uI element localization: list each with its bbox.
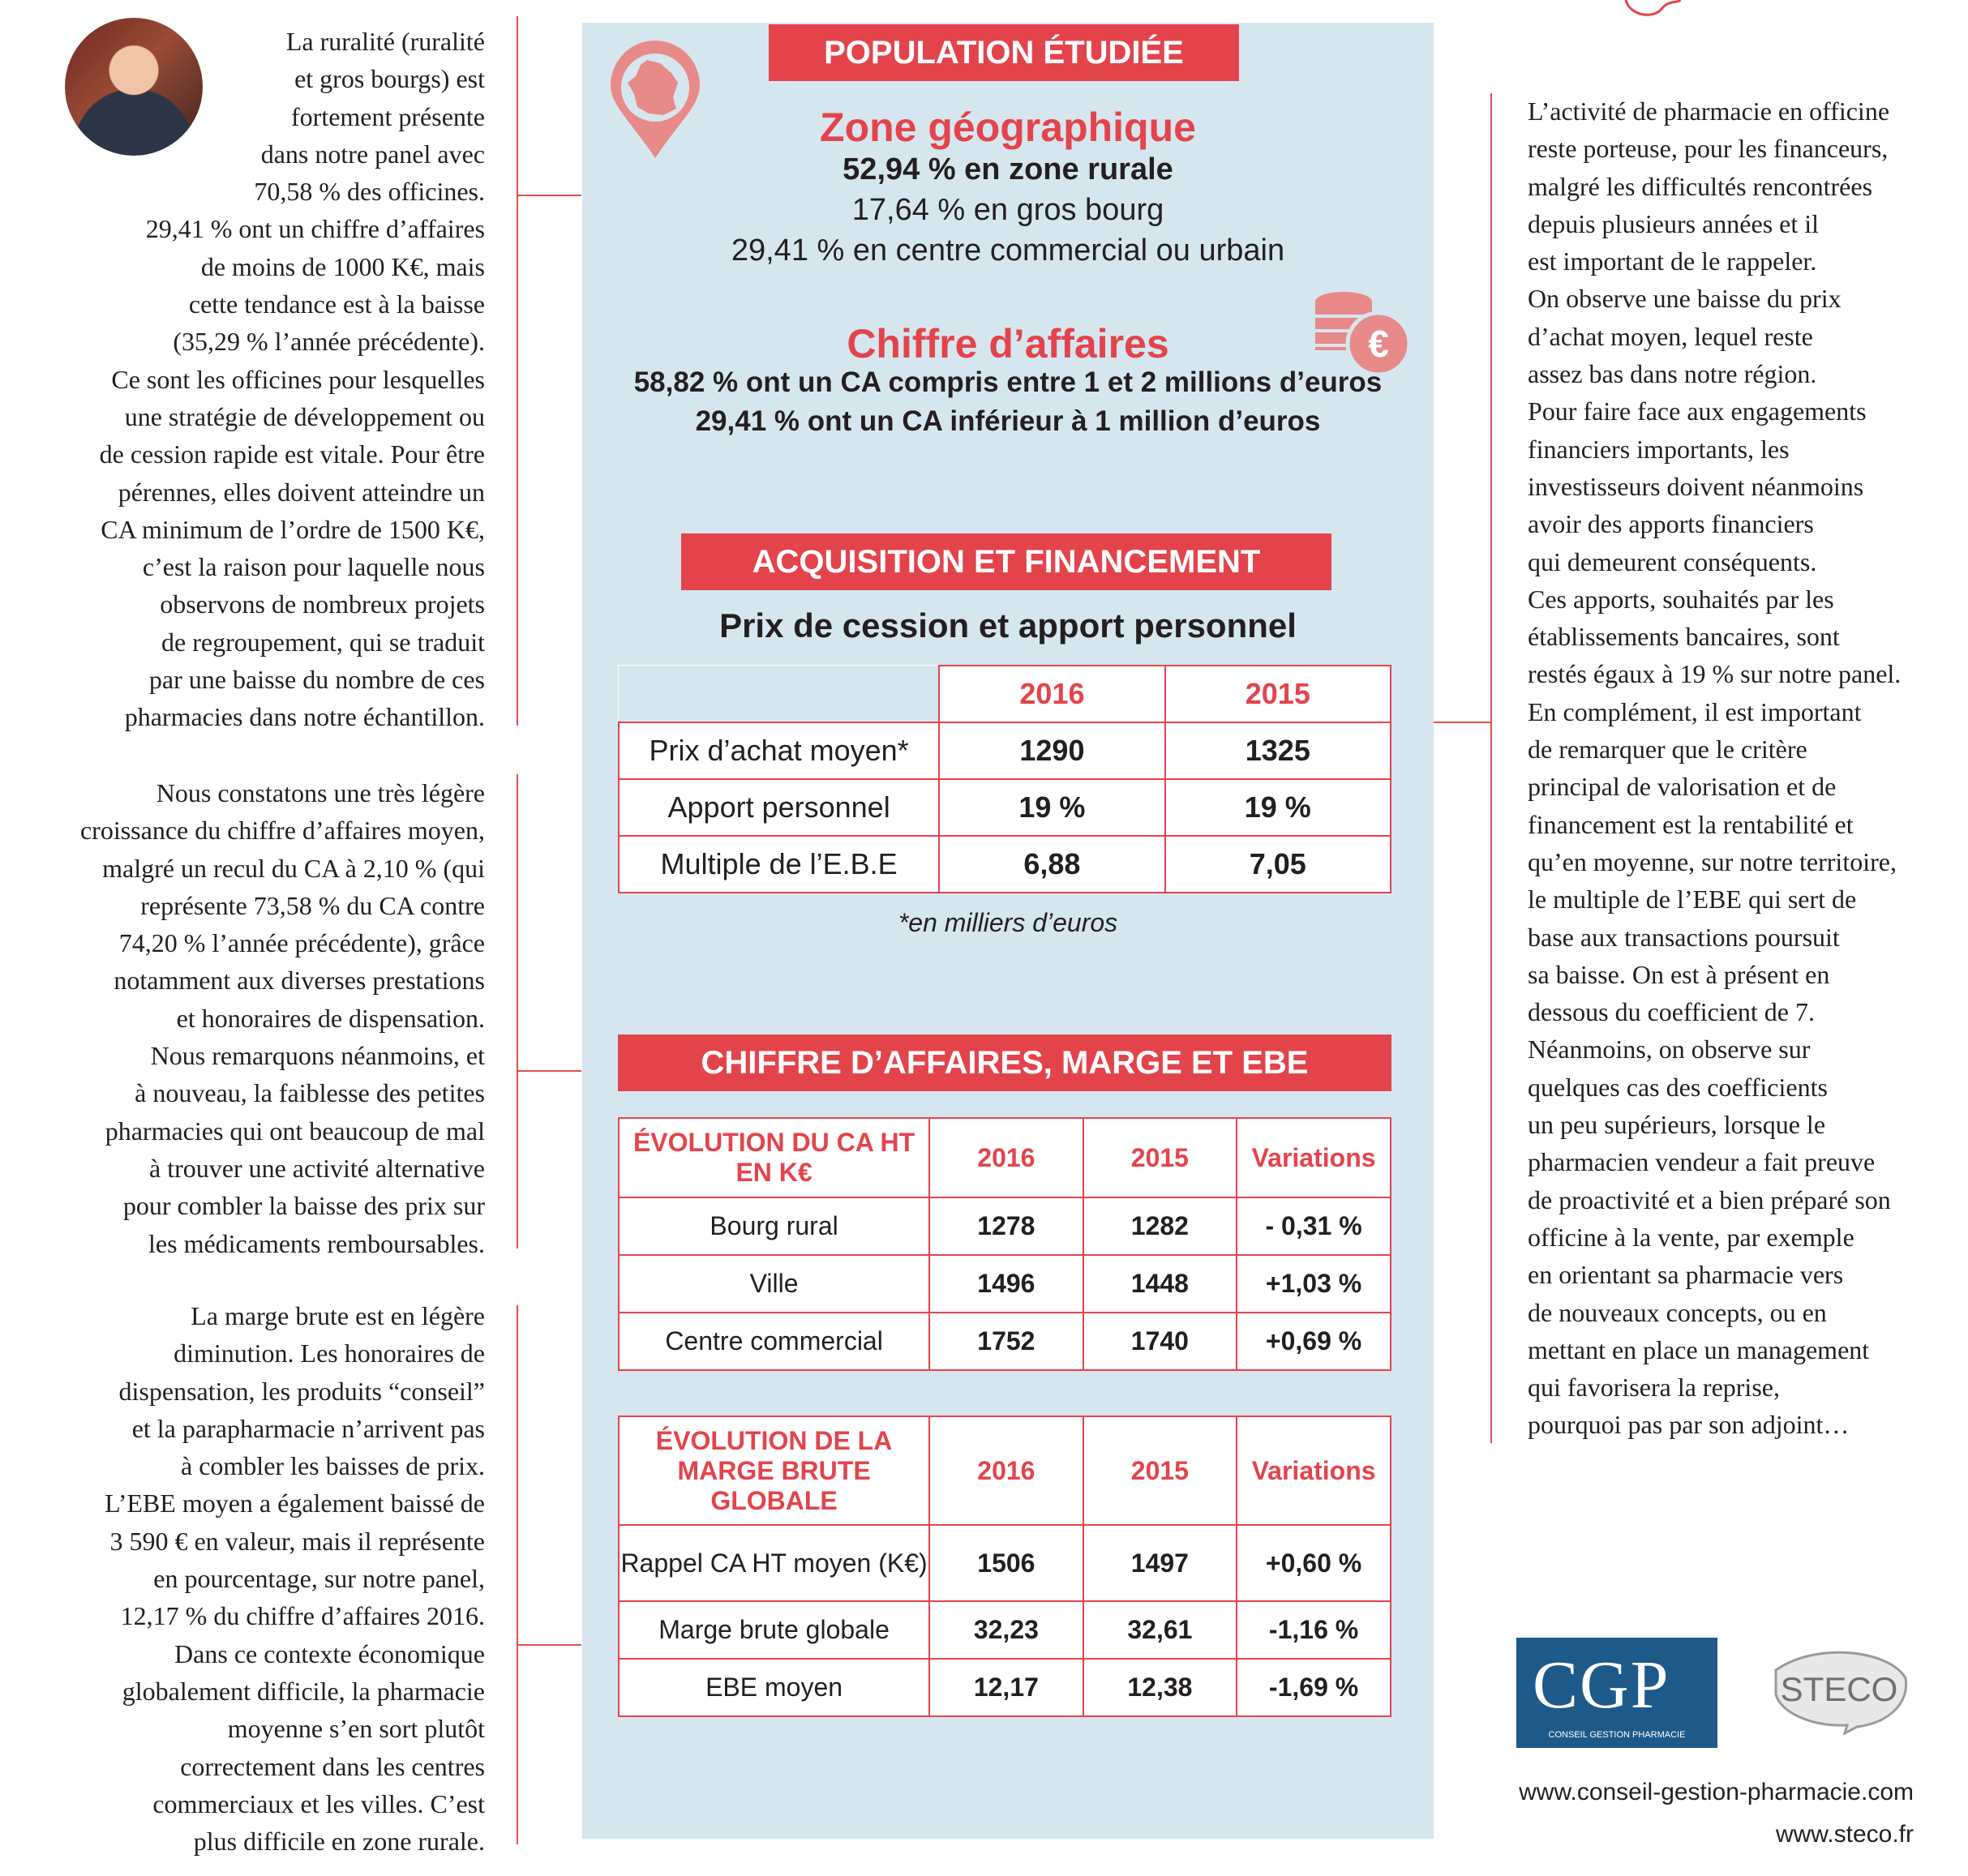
value-2015: 1325 — [1165, 722, 1391, 779]
left-divider-1 — [517, 16, 518, 726]
cgp-logo-text: CGP — [1533, 1647, 1670, 1723]
ca-evolution-table — [618, 1117, 1391, 1371]
table-row — [619, 1601, 1391, 1659]
value-2016: 1278 — [929, 1197, 1083, 1255]
table-row — [619, 779, 1391, 836]
value-2016: 1506 — [929, 1525, 1083, 1601]
table-row — [619, 836, 1391, 893]
left-divider-2 — [517, 774, 518, 1249]
row-label: Multiple de l’E.B.E — [619, 836, 939, 893]
value-variation: +0,60 % — [1237, 1525, 1391, 1601]
value-2015: 12,38 — [1083, 1659, 1237, 1716]
value-2016: 6,88 — [939, 836, 1164, 893]
value-2016: 32,23 — [929, 1601, 1083, 1659]
left-connector-1 — [517, 195, 581, 196]
left-paragraph-1-text: La ruralité (ruralité et gros bourgs) est fortement présente dans notre panel avec 70,58 % des officines. 29,41 % ont un chiffre d’affaires de moins de 1000 K€, mais cette tendance est à la baisse (35,29 % l’année précédente). Ce sont les officines pour lesquelles une stratégie de développement ou de cession rapide est vitale. Pour être pérennes, elles doivent atteindre un CA minimum de l’ordre de 1500 K€, c’est la raison pour laquelle nous observons de nombreux projets de regroupement, qui se traduit par une baisse du nombre de ces pharmacies dans notre échantillon. — [99, 27, 485, 732]
value-2015: 1448 — [1083, 1255, 1237, 1313]
ca-line-2: 29,41 % ont un CA inférieur à 1 million d’euros — [695, 405, 1321, 437]
marge-evolution-header-2016: 2016 — [929, 1416, 1083, 1525]
acquisition-subtitle: Prix de cession et apport personnel — [719, 606, 1297, 645]
url-cgp-link[interactable]: www.conseil-gestion-pharmacie.com — [1519, 1779, 1914, 1805]
value-variation: -1,69 % — [1237, 1659, 1391, 1716]
zone-line-3: 29,41 % en centre commercial ou urbain — [731, 233, 1285, 268]
table-row — [619, 1525, 1391, 1601]
marge-evolution-table — [618, 1416, 1391, 1717]
row-label: EBE moyen — [619, 1659, 929, 1716]
value-2016: 1752 — [929, 1313, 1083, 1370]
acquisition-banner — [681, 533, 1331, 590]
ca-title: Chiffre d’affaires — [847, 321, 1169, 366]
left-divider-3 — [517, 1305, 518, 1844]
ca-evolution-header-2016: 2016 — [929, 1118, 1083, 1197]
value-2016: 1496 — [929, 1255, 1083, 1313]
left-paragraph-2-text: Nous constatons une très légère croissance du chiffre d’affaires moyen, malgré un recul du CA à 2,10 % (qui représente 73,58 % du CA contre 74,20 % l’année précédente), grâce notamment aux diverses prestations et honoraires de dispensation. Nous remarquons néanmoins, et à nouveau, la faiblesse des petites pharmacies qui ont beaucoup de mal à trouver une activité alternative pour combler la baisse des prix sur les médicaments remboursables. — [79, 778, 485, 1258]
chiffre-banner — [618, 1034, 1391, 1091]
ca-line-1: 58,82 % ont un CA compris entre 1 et 2 millions d’euros — [633, 366, 1383, 398]
marge-evolution-header-label: ÉVOLUTION DE LA MARGE BRUTE GLOBALE — [619, 1416, 929, 1525]
svg-text:€: € — [1368, 323, 1389, 365]
table-row — [619, 722, 1391, 779]
row-label: Ville — [619, 1255, 929, 1313]
right-paragraph-text: L’activité de pharmacie en officine reste porteuse, pour les financeurs, malgré les difficultés rencontrées depuis plusieurs années et il est important de le rappeler. On observe une baisse du prix d’achat moyen, lequel reste assez bas dans notre région. Pour faire face aux engagements financiers importants, les investisseurs doivent néanmoins avoir des apports financiers qui demeurent conséquents. Ces apports, souhaités par les établissements bancaires, sont restés égaux à 19 % sur notre panel. En complément, il est important de remarquer que le critère principal de valorisation et de financement est la rentabilité et qu’en moyenne, sur notre territoire, le multiple de l’EBE qui sert de base aux transactions poursuit sa baisse. On est à présent en dessous du coefficient de 7. Néanmoins, on observe sur quelques cas des coefficients un peu supérieurs, lorsque le pharmacien vendeur a fait preuve de proactivité et a bien préparé son officine à la vente, par exemple en orientant sa pharmacie vers de nouveaux concepts, ou en mettant en place un management qui favorisera la reprise, pourquoi pas par son adjoint… — [1528, 96, 1902, 1440]
row-label: Rappel CA HT moyen (K€) — [619, 1525, 929, 1601]
left-paragraph-3 — [31, 1297, 485, 1860]
url-steco-link[interactable]: www.steco.fr — [1775, 1821, 1914, 1848]
table-row — [619, 1659, 1391, 1716]
value-2015: 1282 — [1083, 1197, 1237, 1255]
value-variation: +1,03 % — [1237, 1255, 1391, 1313]
row-label: Centre commercial — [619, 1313, 929, 1370]
row-label: Marge brute globale — [619, 1601, 929, 1659]
acquisition-footnote: *en milliers d’euros — [898, 908, 1118, 937]
left-paragraph-2 — [31, 774, 485, 1262]
left-connector-2 — [517, 1070, 581, 1072]
value-variation: -1,16 % — [1237, 1601, 1391, 1659]
population-banner-text: POPULATION ÉTUDIÉE — [824, 35, 1184, 71]
cgp-logo-subtitle: CONSEIL GESTION PHARMACIE — [1548, 1730, 1686, 1740]
chiffre-banner-text: CHIFFRE D’AFFAIRES, MARGE ET EBE — [701, 1045, 1309, 1081]
urls — [1460, 1771, 1914, 1856]
zone-line-2: 17,64 % en gros bourg — [851, 193, 1164, 227]
table-row — [619, 1313, 1391, 1370]
acquisition-table — [618, 665, 1391, 893]
value-2016: 19 % — [939, 779, 1164, 836]
value-2015: 32,61 — [1083, 1601, 1237, 1659]
ca-evolution-header-label: ÉVOLUTION DU CA HT EN K€ — [619, 1118, 929, 1197]
value-2016: 12,17 — [929, 1659, 1083, 1716]
left-connector-3 — [517, 1644, 581, 1646]
value-2015: 1740 — [1083, 1313, 1237, 1370]
table-row — [619, 1255, 1391, 1313]
value-2015: 1497 — [1083, 1525, 1237, 1601]
zone-line-1: 52,94 % en zone rurale — [843, 152, 1173, 186]
steco-logo-text: STECO — [1780, 1670, 1898, 1708]
population-banner — [769, 24, 1239, 81]
marge-evolution-header-variations: Variations — [1237, 1416, 1391, 1525]
right-connector — [1434, 722, 1492, 723]
cgp-logo — [1516, 1638, 1717, 1748]
marge-evolution-header-2015: 2015 — [1083, 1416, 1237, 1525]
value-variation: +0,69 % — [1237, 1313, 1391, 1370]
decorative-swirl-icon — [1622, 0, 1687, 23]
row-label: Bourg rural — [619, 1197, 929, 1255]
value-2015: 19 % — [1165, 779, 1391, 836]
row-label: Prix d’achat moyen* — [619, 722, 939, 779]
value-variation: - 0,31 % — [1237, 1197, 1391, 1255]
left-paragraph-3-text: La marge brute est en légère diminution. Les honoraires de dispensation, les produits “conseil” et la parapharmacie n’arrivent pas à combler les baisses de prix. L’EBE moyen a également baissé de 3 590 € en valeur, mais il représente en pourcentage, sur notre panel, 12,17 % du chiffre d’affaires 2016. Dans ce contexte économique globalement difficile, la pharmacie moyenne s’en sort plutôt correctement dans les centres commerciaux et les villes. C’est plus difficile en zone rurale. — [105, 1301, 485, 1857]
left-paragraph-1 — [31, 23, 485, 736]
ca-evolution-header-variations: Variations — [1237, 1118, 1391, 1197]
table-row — [619, 1197, 1391, 1255]
marge-evolution-header-row — [619, 1416, 1391, 1525]
row-label: Apport personnel — [619, 779, 939, 836]
acquisition-header-2016: 2016 — [939, 666, 1164, 722]
ca-evolution-header-row — [619, 1118, 1391, 1197]
right-paragraph — [1528, 92, 1966, 1444]
value-2015: 7,05 — [1165, 836, 1391, 893]
acquisition-header-empty — [619, 666, 939, 722]
ca-evolution-header-2015: 2015 — [1083, 1118, 1237, 1197]
acquisition-header-2015: 2015 — [1165, 666, 1391, 722]
right-divider — [1490, 93, 1492, 1443]
value-2016: 1290 — [939, 722, 1164, 779]
acquisition-banner-text: ACQUISITION ET FINANCEMENT — [752, 544, 1261, 580]
acquisition-header-row — [619, 666, 1391, 722]
steco-logo — [1768, 1646, 1914, 1735]
zone-title: Zone géographique — [820, 105, 1196, 150]
